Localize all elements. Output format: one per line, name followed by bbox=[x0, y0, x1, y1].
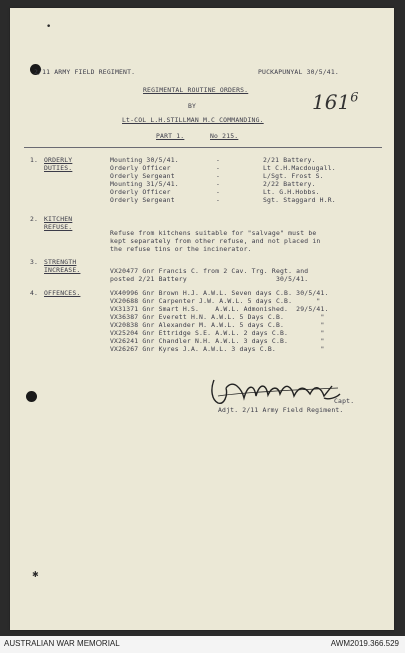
body-line: Refuse from kitchens suitable for "salvage" must be bbox=[110, 229, 317, 237]
offence-line: VX36387 Gnr Everett H.N. A.W.L. 5 Days C.B. " bbox=[110, 313, 325, 321]
section-heading: DUTIES. bbox=[44, 164, 73, 172]
roster-left: Orderly Sergeant bbox=[110, 172, 175, 180]
pin-mark-bottom: ✱ bbox=[32, 570, 39, 579]
roster-left: Orderly Officer bbox=[110, 164, 171, 172]
roster-dash: - bbox=[216, 156, 221, 164]
roster-dash: - bbox=[216, 196, 221, 204]
document-page bbox=[10, 8, 394, 630]
roster-right: 2/22 Battery. bbox=[263, 180, 316, 188]
body-line: the refuse tins or the incinerator. bbox=[110, 245, 252, 253]
unit-line: 2/11 ARMY FIELD REGIMENT. bbox=[34, 68, 136, 76]
roster-dash: - bbox=[216, 188, 221, 196]
roster-right: Lt. G.H.Hobbs. bbox=[263, 188, 320, 196]
by-line: BY bbox=[188, 102, 197, 110]
handwritten-number-sup: 6 bbox=[350, 90, 359, 106]
body-line: kept separately from other refuse, and not placed in bbox=[110, 237, 321, 245]
footer-institution: AUSTRALIAN WAR MEMORIAL bbox=[4, 639, 120, 648]
section-heading: INCREASE. bbox=[44, 266, 81, 274]
roster-dash: - bbox=[216, 172, 221, 180]
part-label: PART 1. bbox=[156, 132, 185, 140]
footer-accession-number: AWM2019.366.529 bbox=[330, 639, 399, 648]
body-line: VX20477 Gnr Francis C. from 2 Cav. Trg. Regt. and bbox=[110, 267, 309, 275]
offence-line: VX20838 Gnr Alexander M. A.W.L. 5 days C.B. " bbox=[110, 321, 325, 329]
section-heading: OFFENCES. bbox=[44, 289, 81, 297]
body-line: posted 2/21 Battery 30/5/41. bbox=[110, 275, 309, 283]
offence-line: VX40996 Gnr Brown H.J. A.W.L. Seven days C.B. 30/5/41. bbox=[110, 289, 329, 297]
roster-right: Sgt. Staggard H.R. bbox=[263, 196, 336, 204]
section-heading: STRENGTH bbox=[44, 258, 77, 266]
offence-line: VX20688 Gnr Carpenter J.W. A.W.L. 5 days C.B. " bbox=[110, 297, 321, 305]
document-title: REGIMENTAL ROUTINE ORDERS. bbox=[143, 86, 249, 94]
order-number: No 215. bbox=[210, 132, 239, 140]
section-number: 1. bbox=[30, 156, 39, 164]
pin-mark: • bbox=[46, 22, 52, 32]
header-rule bbox=[24, 147, 382, 148]
offence-line: VX31371 Gnr Smart H.S. A.W.L. Admonished. 29/5/41. bbox=[110, 305, 329, 313]
roster-left: Orderly Sergeant bbox=[110, 196, 175, 204]
offence-line: VX26241 Gnr Chandler N.H. A.W.L. 3 days C.B. " bbox=[110, 337, 325, 345]
handwritten-number bbox=[312, 90, 358, 114]
punch-hole-bottom bbox=[26, 391, 37, 402]
signature-rank: Capt. bbox=[334, 397, 355, 405]
section-number: 3. bbox=[30, 258, 39, 266]
roster-dash: - bbox=[216, 164, 221, 172]
section-heading: REFUSE. bbox=[44, 223, 73, 231]
offence-line: VX26267 Gnr Kyres J.A. A.W.L. 3 days C.B. " bbox=[110, 345, 325, 353]
section-number: 2. bbox=[30, 215, 39, 223]
roster-left: Mounting 31/5/41. bbox=[110, 180, 179, 188]
roster-right: L/Sgt. Frost S. bbox=[263, 172, 324, 180]
section-heading: KITCHEN bbox=[44, 215, 73, 223]
handwritten-number-main: 161 bbox=[312, 90, 351, 114]
roster-left: Orderly Officer bbox=[110, 188, 171, 196]
section-number: 4. bbox=[30, 289, 39, 297]
roster-right: 2/21 Battery. bbox=[263, 156, 316, 164]
roster-right: Lt C.H.Macdougall. bbox=[263, 164, 336, 172]
commander-line: Lt-COL L.H.STILLMAN M.C COMMANDING. bbox=[122, 116, 264, 124]
footer-bar bbox=[0, 636, 405, 653]
roster-left: Mounting 30/5/41. bbox=[110, 156, 179, 164]
location-date: PUCKAPUNYAL 30/5/41. bbox=[258, 68, 339, 76]
roster-dash: - bbox=[216, 180, 221, 188]
signature-title: Adjt. 2/11 Army Field Regiment. bbox=[218, 406, 344, 414]
offence-line: VX25204 Gnr Ettridge S.E. A.W.L. 2 days C.B. " bbox=[110, 329, 325, 337]
signature bbox=[206, 370, 346, 410]
section-heading: ORDERLY bbox=[44, 156, 73, 164]
